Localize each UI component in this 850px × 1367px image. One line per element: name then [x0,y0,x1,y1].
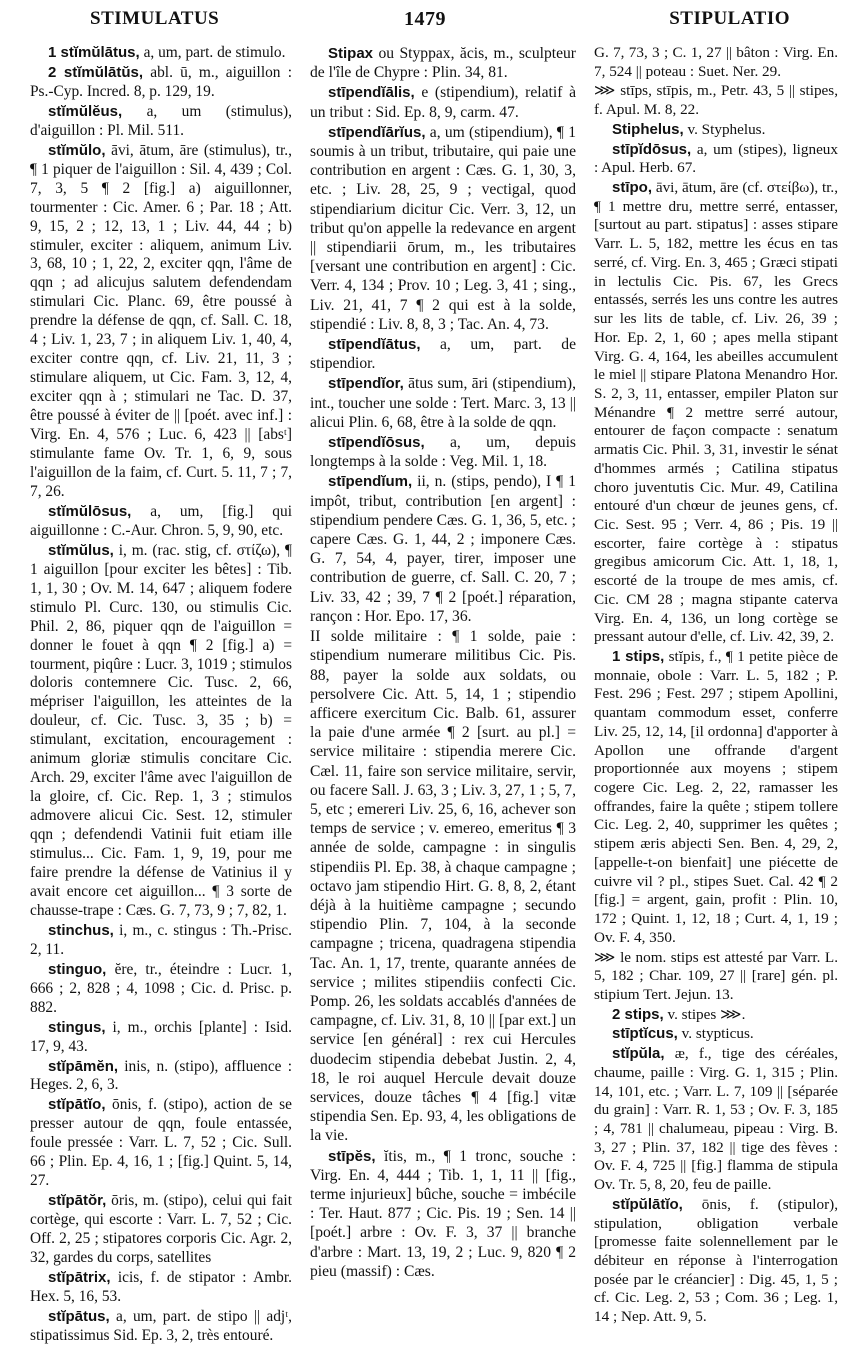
entry-headword: stīpo, [612,179,652,197]
entry-definition: a, um (stipes), ligneux : Apul. Herb. 67. [594,140,838,177]
dictionary-entry [310,627,576,1145]
entry-definition: ĭtis, m., ¶ 1 tronc, souche : Virg. En. 4, 444 ; Tib. 1, 1, 11 || [fig., terme injurieux] bûche, souche = imbécile : Ter. Haut. 877 ; Cic. Pis. 19 ; Sen. 14 || [poét.] arbre : Ov. F. 3, 37 || branche d'arbre : Mart. 13, 19, 2 ; Luc. 9, 820 ¶ 2 pieu (massif) : Cæs. [310,1147,576,1280]
page-number: 1479 [404,8,446,30]
dictionary-entry [594,82,838,119]
entry-headword: Stipax [328,45,374,62]
dictionary-entry [310,374,576,432]
column-1 [30,44,292,1359]
dictionary-entry [30,64,292,102]
dictionary-entry [30,542,292,921]
entry-definition: ōris, m. (stipo), celui qui fait cortège, qui escorte : Varr. L. 7, 52 ; Cic. Off. 2, 25 ; stipatores corporis Cic. Agr. 2, 32, gardes du corps, satellites [30,1192,292,1267]
dictionary-entry [310,123,576,334]
entry-headword: 1 stips, [612,648,665,665]
entry-headword: stīpĭdōsus, [612,140,692,158]
entry-headword: stĭpŭlātĭo, [612,1195,683,1213]
entry-definition: āvi, ātum, āre (stimulus), tr., ¶ 1 piquer de l'aiguillon : Sil. 4, 439 ; Col. 7, 3, 5 ¶ 2 [fig.] a) aiguillonner, tourmenter : Cic. Amer. 6 ; Par. 18 ; Att. 9, 15, 2 ; 12, 13, 1 ; Liv. 44, 44 ; b) stimuler, exciter : aliquem, animum Liv. 3, 68, 10 ; 1, 22, 2, exciter qqn, l'âme de qqn ; ad alicujus salutem defendendam stimulari Cic. Planc. 69, être poussé à prendre la défense de qqn, cf. Sall. C. 18, 4 ; Liv. 1, 23, 7 ; in aliquem Liv. 1, 40, 4, exciter contre qqn, cf. Liv. 21, 11, 3 ; stimulare aliquem, ut Cic. Fam. 3, 12, 4, exciter qqn à ; stimulari ne Tac. D. 37, être poussé à éviter de || [poét. avec inf.] : Virg. En. 4, 576 ; Luc. 6, 423 || [absᵗ] stimulante fame Ov. Tr. 1, 6, 9, sous l'aiguillon de la faim, cf. Curt. 5. 11, 7 ; 7, 7, 26. [30,141,292,500]
dictionary-entry [30,922,292,960]
dictionary-entry [30,44,292,63]
entry-definition: v. stypticus. [681,1025,754,1043]
entry-definition: abl. ū, m., aiguillon : Ps.-Cyp. Incred. 8, p. 129, 19. [30,63,292,100]
entry-definition: ii, n. (stips, pendo), I ¶ 1 impôt, tribut, contribution [en argent] : stipendium pendere Cæs. G. 1, 36, 5, etc. ; capere Cæs. G. 1, 44, 2 ; imponere Cæs. G. 7, 54, 4, payer, tirer, imposer une contribution de guerre, cf. Sall. C. 20, 7 ; Liv. 33, 42 ; 39, 7 ¶ 2 [poét.] réparation, rançon : Hor. Epo. 17, 36. [310,473,576,625]
column-2 [310,44,576,1359]
dictionary-entry [310,335,576,373]
entry-headword: stĭmŭlĕus, [48,102,123,120]
entry-definition: e (stipendium), relatif à un tribut : Sid. Ep. 8, 9, carm. 47. [310,84,576,121]
header-right-guideword: STIPULATIO [669,8,790,29]
dictionary-entry [30,961,292,1018]
entry-definition: ātus sum, āri (stipendium), int., toucher une solde : Tert. Marc. 3, 13 || alicui Plin. 6, 68, être à la solde de qqn. [310,375,576,431]
entry-definition: a, um, depuis longtemps à la solde : Veg. Mil. 1, 18. [310,434,577,471]
entry-headword: 2 stips, [612,1005,664,1023]
entry-headword: stĭpātŏr, [48,1192,107,1210]
entry-headword: stĭmŭlus, [48,541,114,559]
entry-headword: stĭmŭlōsus, [48,502,132,520]
entry-headword: stĭpāmĕn, [48,1057,119,1075]
entry-definition: v. stipes ⋙. [667,1005,746,1023]
entry-definition: i, m. (rac. stig, cf. στίζω), ¶ 1 aiguillon [pour exciter les bêtes] : Tib. 1, 1, 30 ; Ov. M. 14, 647 ; aliquem fodere stimulo Pl. Curc. 130, ou stimulis Cic. Phil. 2, 86, piquer qqn de l'aiguillon = donner le fouet à qqn ¶ 2 [fig.] a) = tourment, piqûre : Lucr. 3, 1019 ; stimulos doloris contemnere Cic. Tusc. 2, 66, mépriser l'aiguillon, les atteintes de la douleur, cf. Cic. Tusc. 3, 35 ; b) = stimulant, excitation, encouragement : animum gloriæ stimulis concitare Cic. Arch. 29, exciter l'âme avec l'aiguillon de la gloire, cf. Cic. Rep. 1, 3 ; stimulos admovere alicui Cic. Sest. 12, stimuler qqn ; defendendi Vatinii fuit etiam ille stimulus... Cic. Fam. 1, 9, 19, pour me faire prendre la défense de Vatinius il y avait encore cet aiguillon... ¶ 3 sorte de chausse-trape : Cæs. G. 7, 73, 9 ; 7, 82, 1. [30,541,292,919]
dictionary-entry [30,1192,292,1268]
columns [22,44,839,1359]
dictionary-entry [310,44,576,82]
entry-headword: stinguo, [48,960,107,978]
entry-definition: icis, f. de stipator : Ambr. Hex. 5, 16, 53. [30,1269,292,1305]
page-header [20,6,830,40]
entry-headword: stīpendĭālis, [328,84,415,102]
entry-definition: a, um (stimulus), d'aiguillon : Pl. Mil. 511. [30,102,292,139]
entry-headword: stīpendĭor, [328,375,404,393]
entry-headword: stīpendĭātus, [328,336,421,354]
entry-headword: 2 stĭmŭlātŭs, [48,63,144,81]
entry-definition: i, m., orchis [plante] : Isid. 17, 9, 43. [30,1018,292,1055]
entry-definition: v. Styphelus. [687,120,766,138]
entry-headword: stĭpātĭo, [48,1096,106,1114]
entry-headword: stīpendĭōsus, [328,434,425,452]
entry-headword: stĭmŭlo, [48,141,106,159]
entry-definition: G. 7, 73, 3 ; C. 1, 27 || bâton : Virg. En. 7, 524 || poteau : Suet. Ner. 29. [594,44,838,80]
entry-headword: stĭpātus, [48,1307,110,1325]
entry-headword: Stiphelus, [612,120,684,138]
entry-headword: stīpendĭārĭus, [328,123,426,141]
dictionary-entry [594,179,838,647]
entry-definition: II solde militaire : ¶ 1 solde, paie : stipendium numerare militibus Cic. Pis. 88, payer la solde aux soldats, ou persolvere Cic. Att. 5, 14, 1 ; stipendio afficere exercitum Cic. Balb. 61, assurer la paie d'une armée ¶ 2 [surt. au pl.] = service militaire : stipendia merere Cic. Cæl. 11, faire son service militaire, servir, ou facere Sall. J. 63, 3 ; Liv. 3, 27, 1 ; 5, 7, 5, etc ; emereri Liv. 25, 6, 16, achever son temps de service ; v. emereo, emeritus ¶ 3 année de solde, campagne : in singulis stipendiis Pl. Ep. 38, à chaque campagne ; octavo jam stipendio Hirt. G. 8, 8, 2, étant déjà à la huitième campagne ; secundo stipendio Plin. 7, 104, à la seconde campagne ; tricena, quadragena stipendia Tac. An. 1, 17, trente, quarante années de service ; milites stipendiis confecti Cic. Pomp. 26, les soldats accablés d'années de campagne, cf. Liv. 31, 8, 10 || [par ext.] un service [en général] : rex cui Hercules duodecim stipendia debebat Justin. 2, 4, 18, le roi auquel Hercule devait douze services, douze tâches ¶ 4 [fig.] vitæ stipendia Sen. Ep. 93, 4, les obligations de la vie. [310,628,576,1145]
dictionary-entry [594,141,838,178]
entry-headword: stīpendĭum, [328,473,413,491]
dictionary-entry [310,472,576,626]
dictionary-entry [30,1269,292,1307]
entry-headword: stīpĕs, [328,1147,376,1165]
entry-definition: a, um (stipendium), ¶ 1 soumis à un tribut, tributaire, qui paie une contribution en argent : Cæs. G. 1, 30, 3, etc. ; Liv. 28, 25, 9 ; vectigal, quod stipendiarium dicitur Cic. Verr. 3, 12, un tribut qu'on appelle la redevance en argent || stipendiarii ōrum, m., les tributaires [versant une contribution en argent] : Cic. Verr. 4, 134 ; Prov. 10 ; Leg. 3, 41 ; sing., Liv. 21, 41, 7 ¶ 2 qui est à la solde, stipendié : Liv. 8, 8, 3 ; Tac. An. 4, 73. [310,123,576,333]
entry-definition: i, m., c. stingus : Th.-Prisc. 2, 11. [30,921,292,958]
dictionary-entry [30,1019,292,1057]
dictionary-entry [594,121,838,140]
dictionary-entry [594,1006,838,1025]
entry-definition: a, um, part. de stipendior. [310,336,576,373]
header-left-guideword: STIMULATUS [90,8,220,29]
dictionary-entry [594,1196,838,1327]
entry-definition: a, um, [fig.] qui aiguillonne : C.-Aur. Chron. 5, 9, 90, etc. [30,502,292,539]
dictionary-entry [30,1096,292,1191]
entry-definition: stĭpis, f., ¶ 1 petite pièce de monnaie, obole : Varr. L. 5, 182 ; P. Fest. 296 ; Fest. 297 ; stipem Apollini, quantam commodum esset, conferre Liv. 25, 12, 14, [il ordonna] d'apporter à Apollon une offrande d'argent proportionnée aux moyens ; stipem cogere Cic. Leg. 2, 22, ramasser les offrandes, faire la quête ; stipem tollere Cic. Leg. 2, 40, supprimer les quêtes ; stipem æris abjecti Sen. Ben. 4, 29, 2, [appelle-t-on bienfait] une piécette de cuivre vil ? pl., stipes Suet. Cal. 42 ¶ 2 [fig.] = argent, gain, profit : Plin. 10, 172 ; Quint. 1, 12, 18 ; Curt. 4, 1, 19 ; Ov. F. 4, 350. [594,648,838,946]
entry-definition: a, um, part. de stimulo. [143,44,286,61]
entry-headword: stīptĭcus, [612,1025,678,1043]
dictionary-entry [30,103,292,141]
entry-definition: ⋙ le nom. stips est attesté par Varr. L. 5, 182 ; Char. 109, 27 || [rare] gén. pl. stipium Tert. Jejun. 13. [594,948,838,1003]
entry-definition: æ, f., tige des céréales, chaume, paille : Virg. G. 1, 315 ; Plin. 14, 101, etc. ; Varr. L. 7, 109 || [séparée du grain] : Varr. R. 1, 53 ; Ov. F. 3, 185 ; 4, 781 || chalumeau, pipeau : Virg. B. 3, 27 ; Plin. 37, 182 || tige des fèves : Ov. F. 4, 725 || [fig.] flamma de stipula Ov. Tr. 5, 8, 20, feu de paille. [594,1045,839,1194]
dictionary-entry [594,949,838,1005]
entry-headword: 1 stĭmŭlātus, [48,44,140,61]
dictionary-entry [310,83,576,121]
dictionary-entry [594,1025,838,1044]
entry-headword: stingus, [48,1018,106,1036]
entry-definition: āvi, ātum, āre (cf. στείβω), tr., ¶ 1 mettre dru, mettre serré, entasser, [surtout au part. stipatus] : asses stipare Varr. L. 5, 182, mettre les écus en tas serré, cf. Virg. En. 3, 465 ; Græci stipati in lectulis Cic. Pis. 67, les Grecs entassés, serrés les uns contre les autres sur les lits de table, cf. Liv. 26, 39 ; Hor. Ep. 2, 1, 60 ; apes mella stipant Virg. G. 4, 164, les abeilles accumulent le miel || stipare Platona Menandro Hor. S. 2, 3, 11, entasser, empiler Platon sur Ménandre ¶ 2 mettre serré autour, entourer de façon compacte : senatum armatis Cic. Phil. 3, 31, investir le sénat d'hommes armés ; Catilina stipatus choro juventutis Cic. Mur. 49, Catilina entouré d'un chœur de jeunes gens, cf. Cic. Sest. 95 ; Verr. 4, 86 ; Pis. 19 || escorter, faire cortège à : stipatus gregibus amicorum Cic. Att. 1, 18, 1, escorté de la troupe de mes amis, cf. Cic. CM 28 ; magna stipante caterva Virg. En. 4, 136, un long cortège se pressant autour d'elle, cf. Liv. 42, 39, 2. [594,179,839,646]
entry-definition: ōnis, f. (stipulor), stipulation, obligation verbale [promesse faite solennellement par le débiteur en réponse à l'interrogation posée par le créancier] : Dig. 45, 1, 5 ; cf. Cic. Leg. 2, 53 ; Com. 36 ; Leg. 1, 14 ; Nep. Att. 9, 5. [594,1195,838,1326]
entry-headword: stĭpātrix, [48,1269,111,1286]
entry-definition: a, um, part. de stipo || adjᵗ, stipatissimus Sid. Ep. 3, 2, très entouré. [30,1307,292,1344]
entry-definition: ou Styppax, ăcis, m., sculpteur de l'île de Chypre : Plin. 34, 81. [310,45,576,82]
dictionary-entry [310,1147,576,1281]
dictionary-entry [30,503,292,541]
entry-headword: stĭpŭla, [612,1045,665,1063]
dictionary-entry [594,44,838,81]
dictionary-entry [30,1308,292,1346]
dictionary-entry [30,142,292,502]
dictionary-entry [594,1045,838,1195]
column-3 [594,44,838,1359]
dictionary-entry [310,433,576,471]
entry-definition: ĕre, tr., éteindre : Lucr. 1, 666 ; 2, 828 ; 4, 1098 ; Cic. d. Prisc. p. 882. [30,960,292,1016]
dictionary-entry [594,648,838,948]
entry-definition: ⋙ stīps, stīpis, m., Petr. 43, 5 || stipes, f. Apul. M. 8, 22. [594,82,838,119]
dictionary-entry [30,1058,292,1096]
entry-definition: ōnis, f. (stipo), action de se presser autour de qqn, foule entassée, foule pressée : Varr. L. 7, 52 ; Cic. Sull. 66 ; Plin. Ep. 4, 16, 1 ; [fig.] Quint. 5, 14, 27. [30,1096,292,1190]
entry-headword: stinchus, [48,921,114,939]
entry-definition: inis, n. (stipo), affluence : Heges. 2, 6, 3. [30,1057,292,1094]
